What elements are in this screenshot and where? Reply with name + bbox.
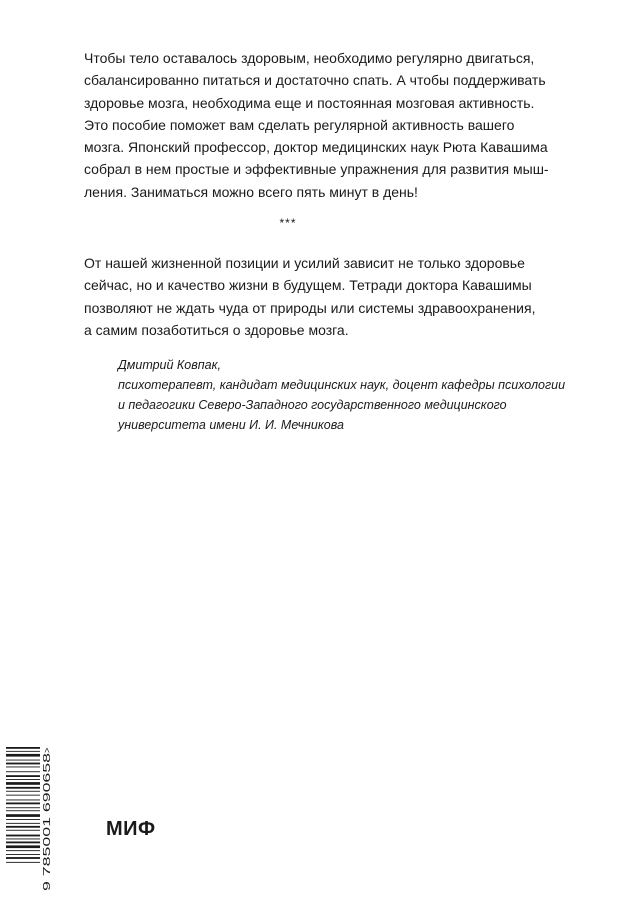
text-line: собрал в нем простые и эффективные упражнения для развития мыш-	[84, 161, 549, 178]
barcode-bar	[6, 845, 40, 848]
barcode-bar	[6, 857, 40, 859]
barcode-bar	[6, 767, 40, 768]
barcode-bar	[6, 791, 40, 792]
barcode-arrow: >	[42, 747, 52, 753]
text-line: здоровье мозга, необходима еще и постоянная мозговая активность.	[84, 94, 535, 111]
barcode-bar	[6, 795, 40, 796]
endorsement-paragraph	[84, 252, 564, 341]
section-separator: ***	[279, 216, 297, 230]
barcode-bar	[6, 803, 40, 805]
text-line: мозга. Японский профессор, доктор медицинских наук Рюта Кавашима	[84, 139, 548, 156]
text-line: Это пособие поможет вам сделать регулярной активность вашего	[84, 116, 515, 133]
barcode-bar	[6, 754, 40, 757]
author-credentials-line: и педагогики Северо-Западного государственного медицинского	[118, 398, 507, 412]
barcode-bar	[6, 839, 40, 840]
barcode-bar	[6, 854, 40, 855]
isbn-barcode	[6, 745, 54, 893]
text-line: позволяют не ждать чуда от природы или системы здравоохранения,	[84, 299, 536, 316]
barcode-bar	[6, 826, 40, 828]
barcode-bar	[6, 823, 40, 824]
text-line: сбалансированно питаться и достаточно спать. А чтобы поддерживать	[84, 72, 546, 89]
barcode-bar	[6, 819, 40, 820]
barcode-bar	[6, 782, 40, 785]
barcode-bar	[6, 787, 40, 789]
barcode-bar	[6, 835, 40, 837]
text-line: сейчас, но и качество жизни в будущем. Тетради доктора Кавашимы	[84, 277, 532, 294]
author-credentials-line: университета имени И. И. Мечникова	[118, 418, 344, 432]
barcode-bar	[6, 771, 40, 772]
barcode-bar	[6, 810, 40, 811]
author-credentials-line: психотерапевт, кандидат медицинских наук, доцент кафедры психологии	[118, 378, 566, 392]
text-line: От нашей жизненной позиции и усилий зависит не только здоровье	[84, 255, 525, 271]
barcode-bar	[6, 779, 40, 780]
barcode-bar	[6, 842, 40, 844]
barcode-bar	[6, 814, 40, 817]
barcode-bar	[6, 751, 40, 752]
barcode-bar	[6, 850, 40, 851]
text-line: а самим позаботиться о здоровье мозга.	[84, 321, 349, 338]
publisher-logo: МИФ	[106, 818, 156, 840]
barcode-bar	[6, 775, 40, 777]
endorsement-signature	[118, 355, 588, 435]
text-line: ления. Заниматься можно всего пять минут в день!	[84, 183, 418, 200]
isbn-number: 9 785001 690658	[41, 809, 53, 891]
barcode-bar	[6, 807, 40, 808]
barcode-bar	[6, 760, 40, 761]
barcode-bar	[6, 830, 40, 831]
barcode-bar	[6, 862, 40, 863]
barcode-bars	[6, 747, 40, 863]
text-line: Чтобы тело оставалось здоровым, необходимо регулярно двигаться,	[84, 50, 535, 66]
barcode-bar	[6, 747, 40, 749]
barcode-bar	[6, 800, 40, 801]
barcode-bar	[6, 763, 40, 765]
author-name: Дмитрий Ковпак,	[118, 358, 221, 372]
description-paragraph	[84, 47, 564, 203]
